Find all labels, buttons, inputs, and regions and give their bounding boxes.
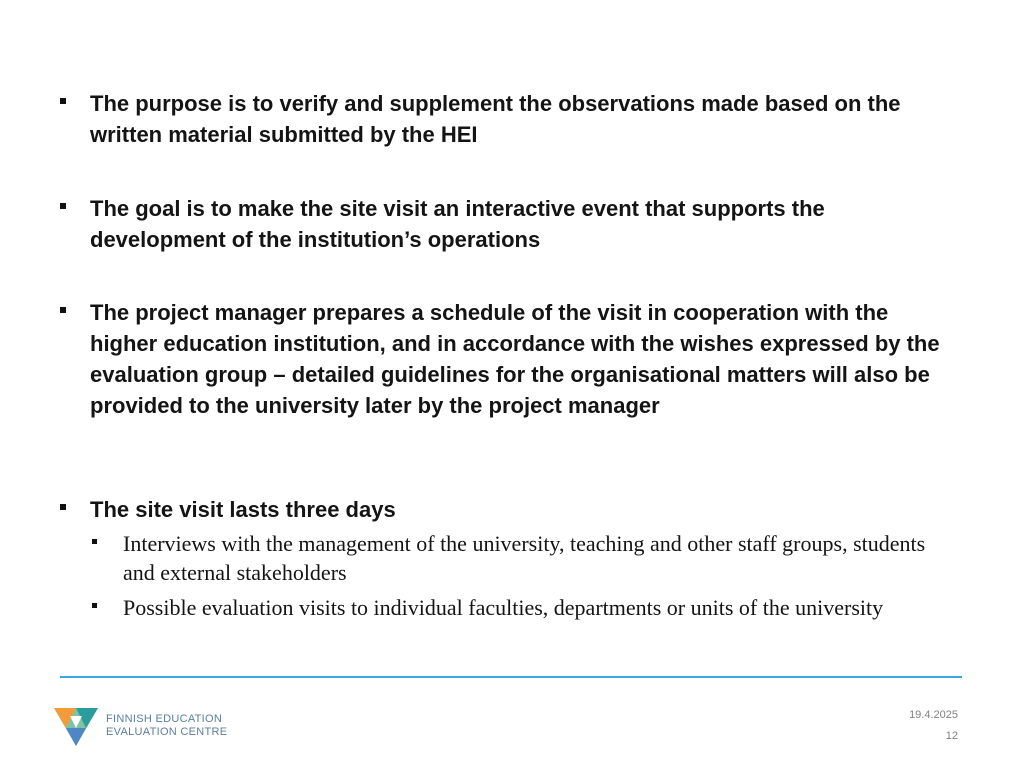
square-bullet-icon	[60, 203, 66, 209]
square-bullet-icon	[92, 539, 97, 544]
organization-logo	[50, 702, 230, 748]
page-number: 12	[945, 730, 958, 742]
square-bullet-icon	[92, 603, 97, 608]
sub-bullet-item	[90, 593, 950, 622]
square-bullet-icon	[60, 504, 66, 510]
logo-text-line1: FINNISH EDUCATION	[106, 713, 223, 725]
footer-divider	[60, 676, 962, 678]
sub-bullet-text: Interviews with the management of the university, teaching and other staff groups, students and external stakeholders	[123, 531, 926, 585]
sub-bullet-list	[90, 529, 950, 628]
square-bullet-icon	[60, 98, 66, 104]
sub-bullet-item	[90, 529, 950, 587]
slide-date: 19.4.2025	[909, 709, 958, 721]
bullet-text: The site visit lasts three days	[90, 497, 396, 522]
bullet-item	[58, 88, 958, 150]
logo-text-line2: EVALUATION CENTRE	[106, 726, 228, 738]
sub-bullet-text: Possible evaluation visits to individual faculties, departments or units of the university	[123, 595, 884, 620]
square-bullet-icon	[60, 307, 66, 313]
bullet-text: The purpose is to verify and supplement the observations made based on the written material submitted by the HEI	[90, 91, 901, 147]
bullet-item	[58, 494, 958, 525]
bullet-text: The goal is to make the site visit an interactive event that supports the development of the institution’s operations	[90, 196, 825, 252]
bullet-item	[58, 297, 958, 421]
bullet-item	[58, 193, 958, 255]
triangle-logo-icon	[50, 702, 102, 748]
bullet-text: The project manager prepares a schedule of the visit in cooperation with the higher education institution, and in accordance with the wishes expressed by the evaluation group – detailed guidelines for the organisational matters will also be provided to the university later by the project manager	[90, 300, 940, 418]
